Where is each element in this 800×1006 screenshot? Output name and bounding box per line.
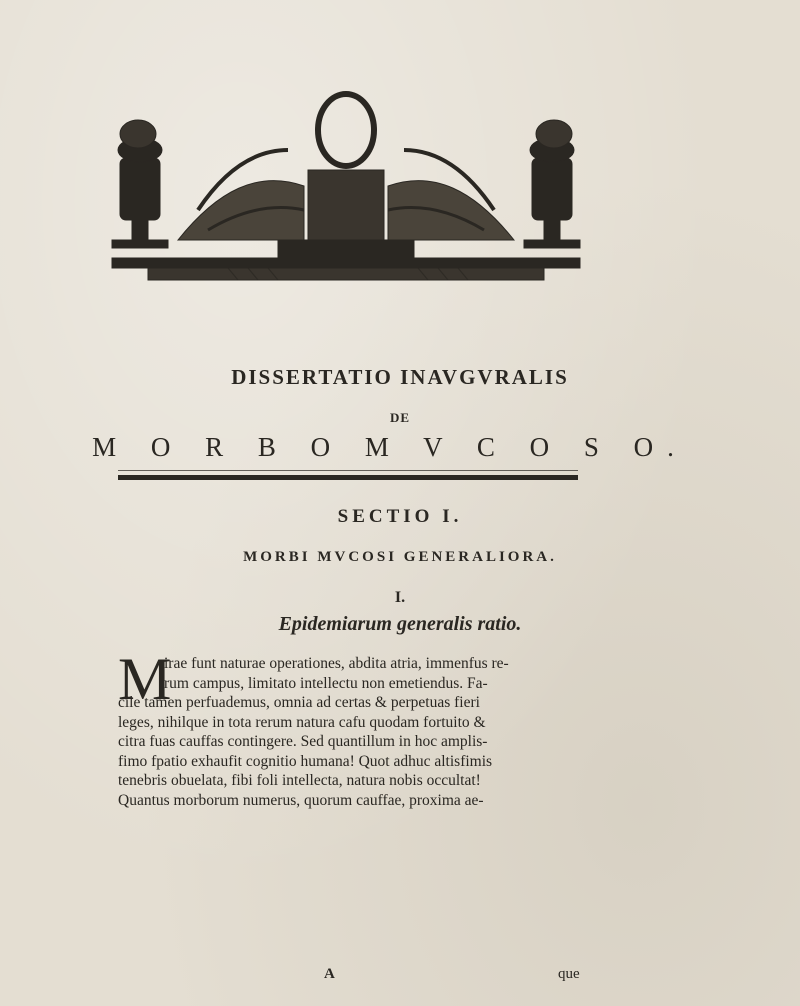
dissertation-title: DISSERTATIO INAVGVRALIS <box>231 365 569 389</box>
catchword: que <box>558 966 580 982</box>
paragraph-number: I. <box>394 589 406 606</box>
body-line: citra fuas cauffas contingere. Sed quantillum in hoc amplis- <box>118 733 488 750</box>
paragraph-title: Epidemiarum generalis ratio. <box>278 613 522 635</box>
section-subheading: MORBI MVCOSI GENERALIORA. <box>243 549 557 565</box>
title-preposition: DE <box>389 410 411 425</box>
body-line: rum campus, limitato intellectu non emetiendus. Fa- <box>164 674 488 692</box>
title-rule-thick <box>118 475 578 480</box>
section-heading: SECTIO I. <box>337 506 463 527</box>
ornamental-vignette <box>108 90 584 286</box>
signature-mark: A <box>324 966 335 982</box>
body-line: leges, nihilque in tota rerum natura cafu quodam fortuito & <box>118 713 486 731</box>
title-rule-thin <box>118 470 578 471</box>
body-line: cile tamen perfuademus, omnia ad certas & perpetuas fieri <box>118 694 480 711</box>
body-line: fimo fpatio exhaufit cognitio humana! Quot adhuc altisfimis <box>118 752 493 770</box>
body-line: tenebris obuelata, fibi foli intellecta, natura nobis occultat! <box>118 772 481 789</box>
body-paragraph <box>118 654 588 810</box>
dissertation-subject: M O R B O M V C O S O. <box>92 432 688 462</box>
body-line: irae funt naturae operationes, abdita atria, immenfus re- <box>164 655 509 672</box>
body-line: Quantus morborum numerus, quorum cauffae, proxima ae- <box>118 791 484 809</box>
drop-cap: M <box>118 646 172 712</box>
